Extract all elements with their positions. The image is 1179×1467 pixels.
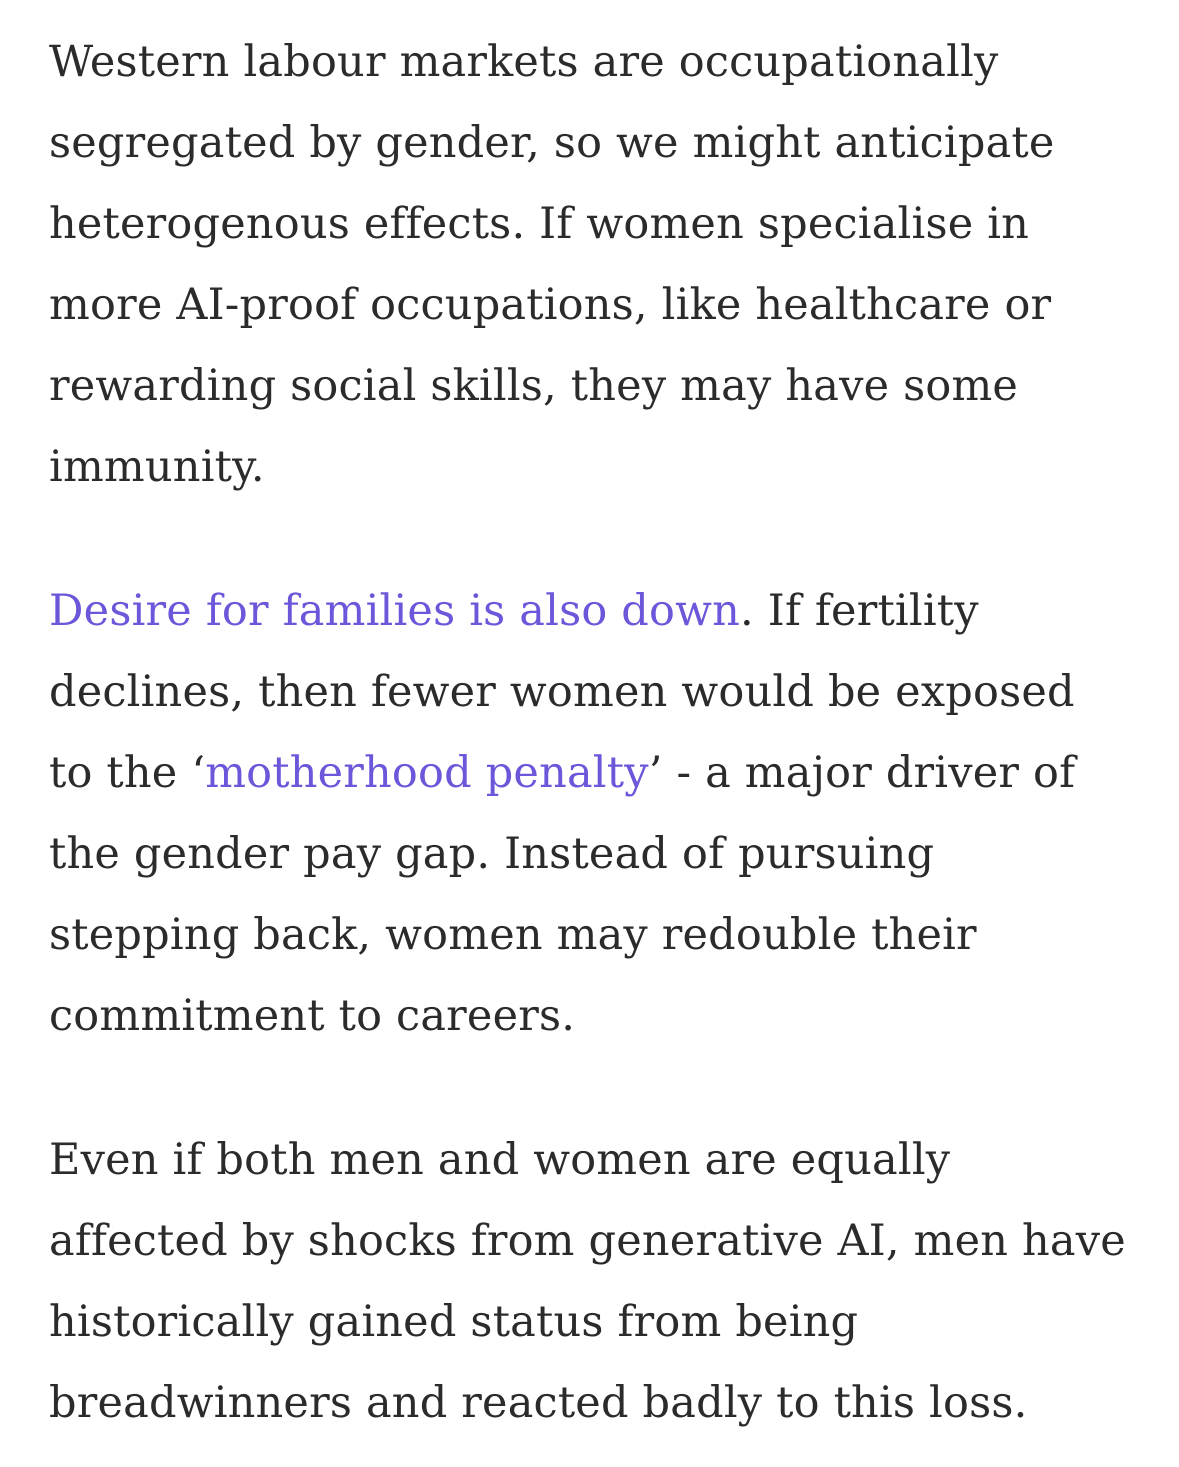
paragraph-fertility-text: . If fertility declines, then fewer women would be exposed to the ‘ (49, 586, 1075, 798)
paragraph-breadwinners: Even if both men and women are equally affected by shocks from generative AI, men have historically gained status from being breadwinners and reacted badly to this loss. (49, 1135, 1126, 1428)
link-motherhood-penalty[interactable]: motherhood penalty (205, 748, 649, 798)
paragraph-segregation: Western labour markets are occupationally segregated by gender, so we might anticipate heterogenous effects. If women specialise in more AI-proof occupations, like healthcare or rewarding social skills, they may have some immunity. (49, 37, 1055, 492)
paragraph-fertility (49, 571, 1131, 1057)
link-desire-for-families[interactable]: Desire for families is also down (49, 586, 741, 636)
paragraph-fertility-text-end: ’ - a major driver of the gender pay gap. Instead of pursuing stepping back, women may redouble their commitment to careers. (49, 748, 1076, 1041)
